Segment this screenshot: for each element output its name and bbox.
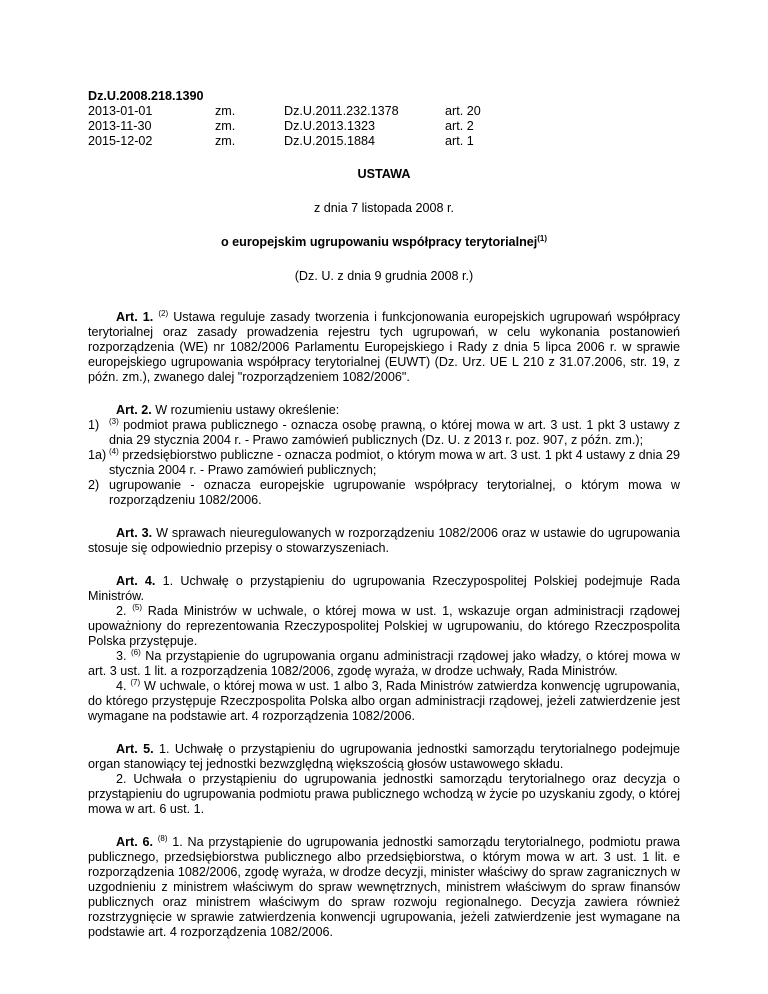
amendment-article: art. 1: [445, 134, 474, 148]
document-id: Dz.U.2008.218.1390: [88, 89, 204, 103]
amendment-row: [88, 119, 680, 134]
subtitle-text: o europejskim ugrupowaniu współpracy terytorialnej: [220, 235, 538, 249]
article-heading: Art. 5.: [116, 742, 154, 756]
amendment-type: zm.: [215, 104, 236, 118]
article-text: 1. Uchwałę o przystąpieniu do ugrupowania jednostki samorządu terytorialnego podejmuje organ stanowiący tej jednostki bezwzględną większością głosów ustawowego składu.: [88, 742, 680, 771]
article-heading: Art. 2.: [116, 403, 152, 417]
list-item: [88, 418, 680, 448]
amendment-source: Dz.U.2013.1323: [284, 119, 376, 133]
amendment-date: 2013-11-30: [88, 119, 152, 133]
paragraph-number: 4.: [116, 679, 131, 693]
article-text: Rada Ministrów w uchwale, o której mowa w ust. 1, wskazuje organ administracji rządowej upoważniony do reprezentowania Rzeczypospolitej Polskiej w ugrupowaniu, do którego Rzeczpospolita Polska przystępuje.: [88, 604, 680, 648]
amendment-article: art. 20: [445, 104, 481, 118]
article-heading: Art. 6.: [116, 835, 153, 849]
amendment-date: 2015-12-02: [88, 134, 153, 148]
footnote-ref: (1): [537, 233, 548, 243]
list-item: [88, 448, 680, 478]
list-number: 2): [88, 478, 100, 492]
footnote-ref: (2): [158, 308, 169, 318]
footnote-ref: (7): [130, 677, 141, 687]
article-1: [88, 310, 680, 385]
amendment-article: art. 2: [445, 119, 474, 133]
paragraph-number: 2.: [116, 604, 133, 618]
article-3: [88, 526, 680, 556]
footnote-ref: (6): [131, 647, 141, 657]
list-item: [88, 478, 680, 508]
article-text: 1. Uchwałę o przystąpieniu do ugrupowania Rzeczypospolitej Polskiej podejmuje Rada Ministrów.: [88, 574, 681, 603]
footnote-ref: (3): [109, 416, 119, 426]
article-6: [88, 835, 680, 940]
list-text: podmiot prawa publicznego - oznacza osobę prawną, o której mowa w art. 3 ust. 1 pkt 3 ustawy z dnia 29 stycznia 2004 r. - Prawo zamówień publicznych (Dz. U. z 2013 r. poz. 907, z późn. zm.);: [109, 418, 680, 447]
amendment-source: Dz.U.2011.232.1378: [284, 104, 399, 118]
publication-reference: (Dz. U. z dnia 9 grudnia 2008 r.): [294, 269, 474, 283]
footnote-ref: (8): [157, 833, 168, 843]
article-heading: Art. 1.: [116, 310, 154, 324]
article-2: [88, 403, 680, 508]
document-header: [88, 89, 680, 149]
article-heading: Art. 4.: [116, 574, 156, 588]
document-date: z dnia 7 listopada 2008 r.: [313, 201, 455, 215]
document-subtitle: [88, 235, 680, 250]
article-text: W rozumieniu ustawy określenie:: [151, 403, 340, 417]
amendment-row: [88, 134, 680, 149]
article-text: W sprawach nieuregulowanych w rozporządzeniu 1082/2006 oraz w ustawie do ugrupowania stosuje się odpowiednio przepisy o stowarzyszeniach.: [88, 526, 680, 555]
article-text: 2. Uchwała o przystąpieniu do ugrupowania jednostki samorządu terytorialnego oraz decyzja o przystąpieniu do ugrupowania podmiotu prawa publicznego wchodzą w życie po uzyskaniu zgody, o której mowa w art. 6 ust. 1.: [88, 772, 680, 816]
article-5: [88, 742, 680, 817]
article-4: [88, 574, 680, 724]
amendment-type: zm.: [215, 134, 236, 148]
list-text: przedsiębiorstwo publiczne - oznacza podmiot, o którym mowa w art. 3 ust. 1 pkt 4 ustawy z dnia 29 stycznia 2004 r. - Prawo zamówień publicznych;: [109, 448, 680, 477]
footnote-ref: (4): [109, 446, 119, 456]
list-text: ugrupowanie - oznacza europejskie ugrupowanie współpracy terytorialnej, o którym mowa w rozporządzeniu 1082/2006.: [109, 478, 680, 507]
article-text: Na przystąpienie do ugrupowania organu administracji rządowej jako władzy, o której mowa w art. 3 ust. 1 lit. a rozporządzenia 1082/2006, zgodę wyraża, w drodze uchwały, Rada Ministrów.: [88, 649, 680, 678]
amendment-source: Dz.U.2015.1884: [284, 134, 376, 148]
list-number: 1a): [88, 448, 107, 462]
amendment-date: 2013-01-01: [88, 104, 153, 118]
list-number: 1): [88, 418, 100, 432]
amendment-type: zm.: [215, 119, 236, 133]
article-heading: Art. 3.: [116, 526, 153, 540]
article-text: Ustawa reguluje zasady tworzenia i funkcjonowania europejskich ugrupowań współpracy terytorialnej oraz zasady prowadzenia rejestru tych ugrupowań, w celu wykonania postanowień rozporządzenia (WE) nr 1082/2006 Parlamentu Europejskiego i Rady z dnia 5 lipca 2006 r. w sprawie europejskiego ugrupowania współpracy terytorialnej (EUWT) (Dz. Urz. UE L 210 z 31.07.2006, str. 19, z późn. zm.), zwanego dalej "rozporządzeniem 1082/2006".: [88, 310, 680, 384]
document-title: USTAWA: [357, 167, 411, 181]
amendment-row: [88, 104, 680, 119]
paragraph-number: 3.: [116, 649, 132, 663]
document-page: [88, 89, 680, 940]
article-text: 1. Na przystąpienie do ugrupowania jednostki samorządu terytorialnego, podmiotu prawa publicznego, przedsiębiorstwa publicznego albo przedsiębiorstwa, o którym mowa w art. 3 ust. 1 lit. e rozporządzenia 1082/2006, zgodę wyraża, w drodze decyzji, minister właściwy do spraw zagranicznych w uzgodnieniu z ministrem właściwym do spraw wewnętrznych, ministrem właściwym do spraw finansów publicznych oraz ministrem właściwym do spraw rozwoju regionalnego. Decyzja zawiera również rozstrzygnięcie w sprawie zatwierdzenia konwencji ugrupowania, jeżeli zatwierdzenie jest wymagane na podstawie art. 4 rozporządzenia 1082/2006.: [88, 835, 680, 939]
article-text: W uchwale, o której mowa w ust. 1 albo 3, Rada Ministrów zatwierdza konwencję ugrupowania, do którego przystępuje Rzeczpospolita Polska albo organ administracji rządowej, jeżeli zatwierdzenie jest wymagane na podstawie art. 4 rozporządzenia 1082/2006.: [88, 679, 680, 723]
footnote-ref: (5): [132, 602, 143, 612]
